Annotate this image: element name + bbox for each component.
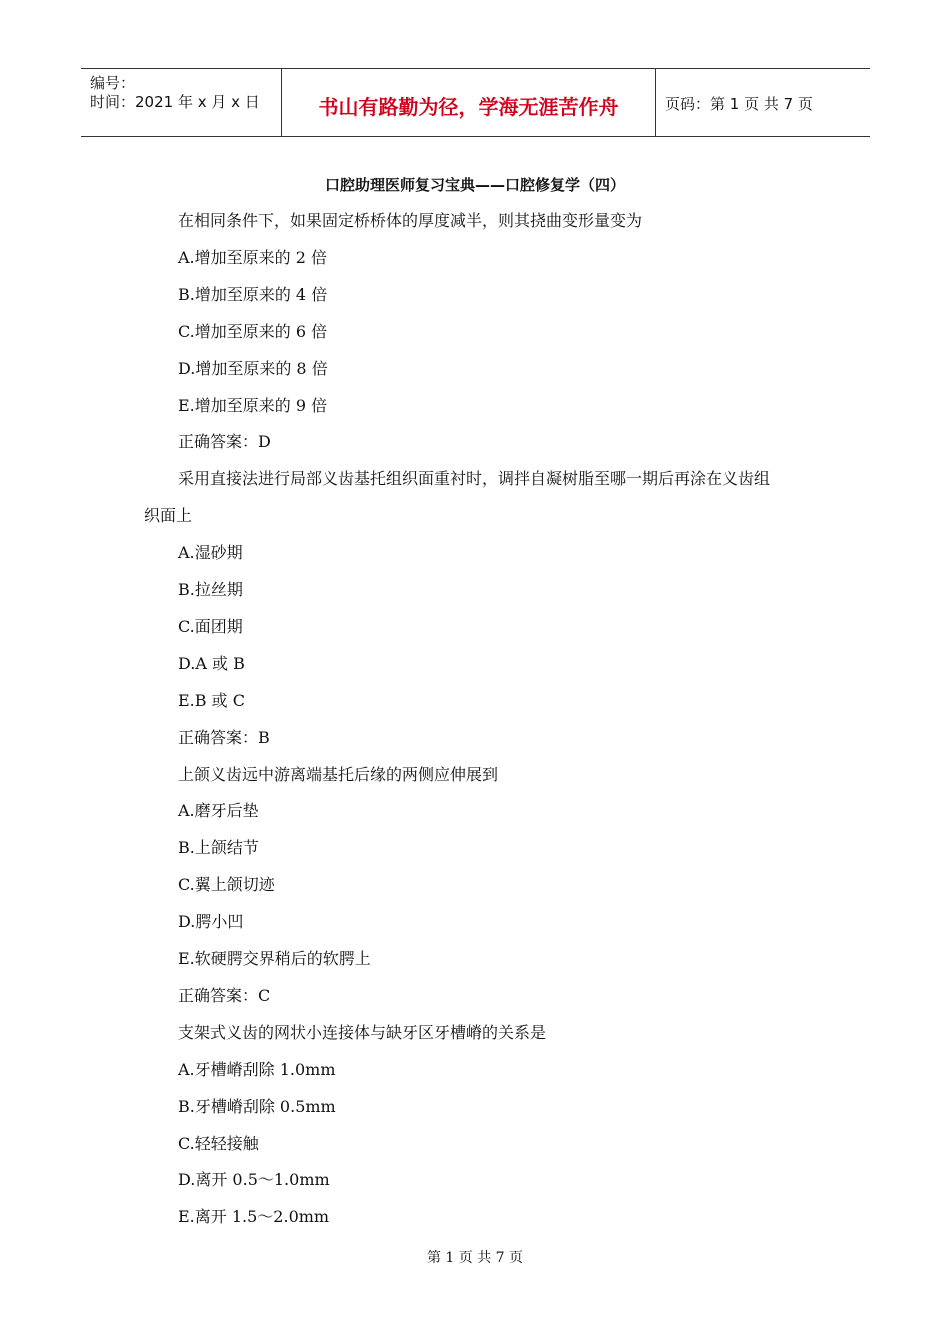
time-label: 时间：2021 年 x 月 x 日: [90, 93, 260, 111]
answer-option: A.磨牙后垫: [178, 801, 259, 820]
question-stem: 支架式义齿的网状小连接体与缺牙区牙槽嵴的关系是: [178, 1023, 547, 1042]
answer-option: D.腭小凹: [178, 912, 244, 931]
correct-answer: 正确答案：D: [178, 432, 271, 451]
question-stem: 织面上: [144, 506, 193, 525]
answer-option: D.增加至原来的 8 倍: [178, 359, 328, 378]
answer-option: D.离开 0.5～1.0mm: [178, 1170, 330, 1189]
correct-answer: 正确答案：C: [178, 986, 271, 1005]
document-header: [81, 68, 870, 137]
question-stem: 采用直接法进行局部义齿基托组织面重衬时，调拌自凝树脂至哪一期后再涂在义齿组: [178, 469, 771, 488]
page-footer: 第 1 页 共 7 页: [426, 1250, 524, 1266]
answer-option: A.牙槽嵴刮除 1.0mm: [178, 1060, 336, 1079]
answer-option: C.翼上颌切迹: [178, 875, 275, 894]
answer-option: C.增加至原来的 6 倍: [178, 322, 328, 341]
answer-option: E.增加至原来的 9 倍: [178, 396, 328, 415]
answer-option: E.软硬腭交界稍后的软腭上: [178, 949, 371, 968]
motto: 书山有路勤为径，学海无涯苦作舟: [318, 95, 619, 119]
answer-option: E.B 或 C: [178, 691, 245, 710]
answer-option: D.A 或 B: [178, 654, 245, 673]
answer-option: B.拉丝期: [178, 580, 243, 599]
answer-option: B.上颌结节: [178, 838, 259, 857]
answer-option: A.增加至原来的 2 倍: [178, 248, 327, 267]
page-info: 页码：第 1 页 共 7 页: [665, 95, 813, 113]
number-label: 编号：: [90, 74, 136, 92]
answer-option: B.牙槽嵴刮除 0.5mm: [178, 1097, 336, 1116]
question-stem: 在相同条件下，如果固定桥桥体的厚度减半，则其挠曲变形量变为: [178, 211, 643, 230]
header-motto-cell: [281, 69, 656, 136]
answer-option: C.面团期: [178, 617, 243, 636]
answer-option: A.湿砂期: [178, 543, 243, 562]
answer-option: C.轻轻接触: [178, 1134, 259, 1153]
question-stem: 上颌义齿远中游离端基托后缘的两侧应伸展到: [178, 765, 499, 784]
header-page-cell: [655, 69, 870, 136]
correct-answer: 正确答案：B: [178, 728, 270, 747]
answer-option: E.离开 1.5～2.0mm: [178, 1207, 330, 1226]
document-title: 口腔助理医师复习宝典——口腔修复学（四）: [324, 176, 625, 194]
answer-option: B.增加至原来的 4 倍: [178, 285, 328, 304]
header-meta: [81, 69, 281, 136]
